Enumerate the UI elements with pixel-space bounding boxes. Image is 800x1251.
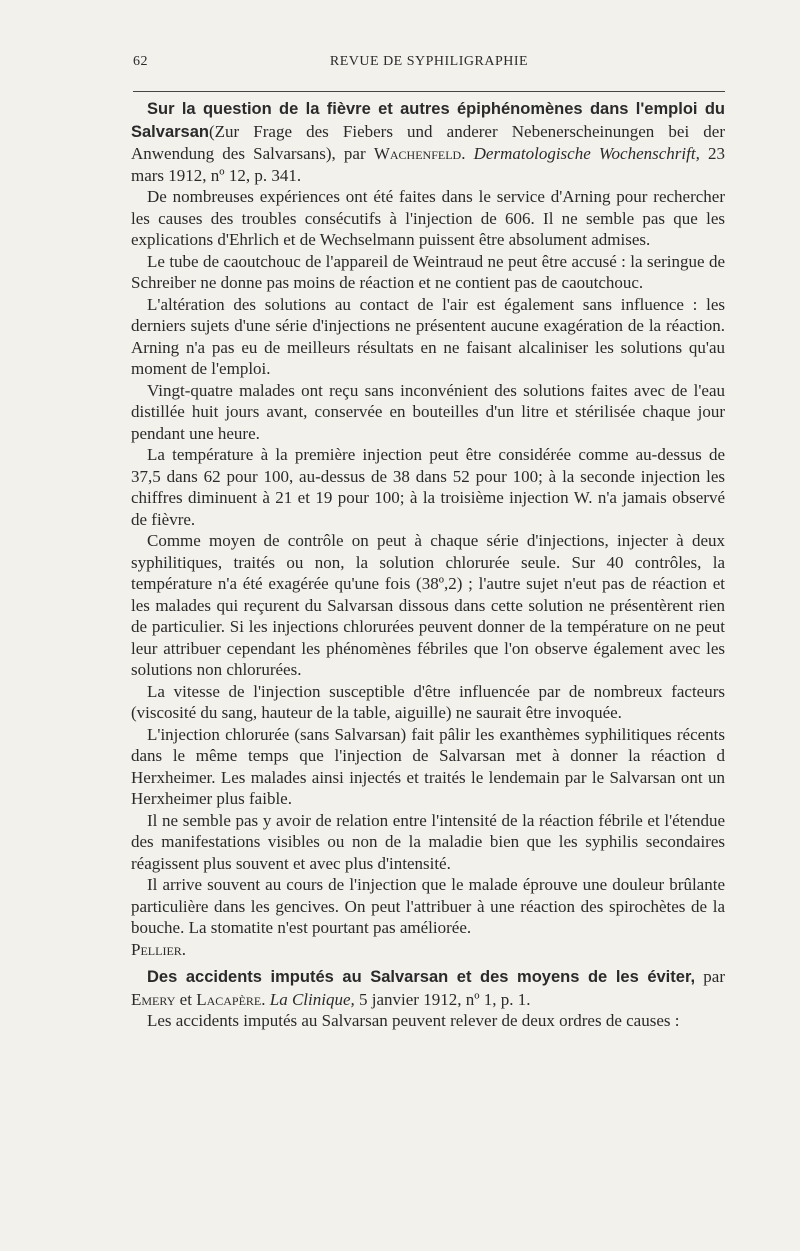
paragraph: La température à la première injection peut être considérée comme au-dessus de 37,5 dans 62 pour 100, au-dessus de 38 dans 52 pour 100; à la seconde injection les chiffres diminuent à 21 et 19 pour 100; à la troisième injection W. n'a jamais observé de fièvre. bbox=[131, 445, 725, 529]
article-2-by: par bbox=[695, 967, 725, 986]
page-body bbox=[131, 98, 725, 1032]
article-1-citation: 23 mars 1912, nº 12, p. 341. bbox=[131, 144, 726, 185]
article-2-author-1: Emery bbox=[131, 989, 176, 1009]
article-1-journal: Dermatologische Wochenschrift, bbox=[473, 144, 700, 163]
paragraph: Il arrive souvent au cours de l'injection que le malade éprouve une douleur brûlante particulière dans les gencives. On peut l'attribuer à une réaction des spirochètes de la bouche. La stomatite n'est pourtant pas améliorée. bbox=[131, 875, 725, 937]
signature-text: Pellier. bbox=[131, 939, 187, 959]
paragraph: Le tube de caoutchouc de l'appareil de Weintraud ne peut être accusé : la seringue de Schreiber ne donne pas moins de réaction et ne contient pas de caoutchouc. bbox=[131, 251, 725, 292]
paragraph: Il ne semble pas y avoir de relation entre l'intensité de la réaction fébrile et l'étendue des manifestations visibles ou non de la maladie bien que les syphilis secondaires réagissent plus souvent et avec plus d'intensité. bbox=[131, 810, 725, 873]
page-header bbox=[133, 54, 725, 76]
paragraph: Les accidents imputés au Salvarsan peuvent relever de deux ordres de causes : bbox=[147, 1011, 680, 1030]
paragraph: Comme moyen de contrôle on peut à chaque série d'injections, injecter à deux syphilitiques, traités ou non, la solution chlorurée seule. Sur 40 contrôles, la température n'a été exagérée qu'une fois (38º,2) ; l'autre sujet n'eut pas de réaction et les malades qui reçurent du Salvarsan dissous dans cette solution ne présentèrent rien de particulier. Si les injections chlorurées peuvent donner de la température on ne peut leur attribuer cependant les phénomènes fébriles que l'on observe également avec les solutions non chlorurées. bbox=[131, 531, 725, 679]
article-1-author: Wachenfeld. bbox=[373, 144, 466, 163]
running-title: REVUE DE SYPHILIGRAPHIE bbox=[329, 54, 529, 69]
paragraph: La vitesse de l'injection susceptible d'être influencée par de nombreux facteurs (viscosité du sang, hauteur de la table, aiguille) ne saurait être invoquée. bbox=[131, 681, 725, 722]
article-2-author-2: Lacapère. bbox=[196, 989, 266, 1009]
article-2-citation: 5 janvier 1912, nº 1, p. 1. bbox=[354, 989, 531, 1009]
paragraph: L'altération des solutions au contact de l'air est également sans influence : les derniers sujets d'une série d'injections ne présentent aucune exagération de la réaction. Arning n'a pas eu de meilleurs résultats en ne faisant alcaliniser les solutions qu'au moment de l'emploi. bbox=[131, 294, 725, 378]
article-2-heading bbox=[131, 966, 725, 1010]
article-2-and: et bbox=[175, 989, 197, 1009]
header-rule bbox=[133, 91, 725, 92]
paragraph: De nombreuses expériences ont été faites dans le service d'Arning pour rechercher les causes des troubles consécutifs à l'injection de 606. Il ne semble pas que les explications d'Ehrlich et de Wechselmann puissent être absolument admises. bbox=[131, 187, 725, 249]
paragraph: L'injection chlorurée (sans Salvarsan) fait pâlir les exanthèmes syphilitiques récents dans le même temps que l'injection de Salvarsan met à donner la réaction d Herxheimer. Les malades ainsi injectés et traités le lendemain par le Salvarsan ont un Herxheimer plus faible. bbox=[131, 724, 725, 808]
page-number: 62 bbox=[133, 54, 148, 69]
article-1-title: Sur la question de la fièvre et autres épiphénomènes dans l'emploi du Salvarsan bbox=[131, 100, 725, 141]
paragraph: Vingt-quatre malades ont reçu sans inconvénient des solutions faites avec de l'eau distillée huit jours avant, conservée en bouteilles d'un litre et stérilisée chaque jour pendant une heure. bbox=[131, 380, 725, 443]
article-1-signature bbox=[131, 939, 725, 961]
article-1-heading bbox=[131, 98, 725, 186]
article-2-title: Des accidents imputés au Salvarsan et des moyens de les éviter, bbox=[147, 968, 696, 986]
article-2-journal: La Clinique, bbox=[269, 989, 355, 1009]
article-1-translation: (Zur Frage des Fiebers und anderer Nebenerscheinungen bei der Anwendung des Salvarsans), par bbox=[131, 121, 725, 163]
